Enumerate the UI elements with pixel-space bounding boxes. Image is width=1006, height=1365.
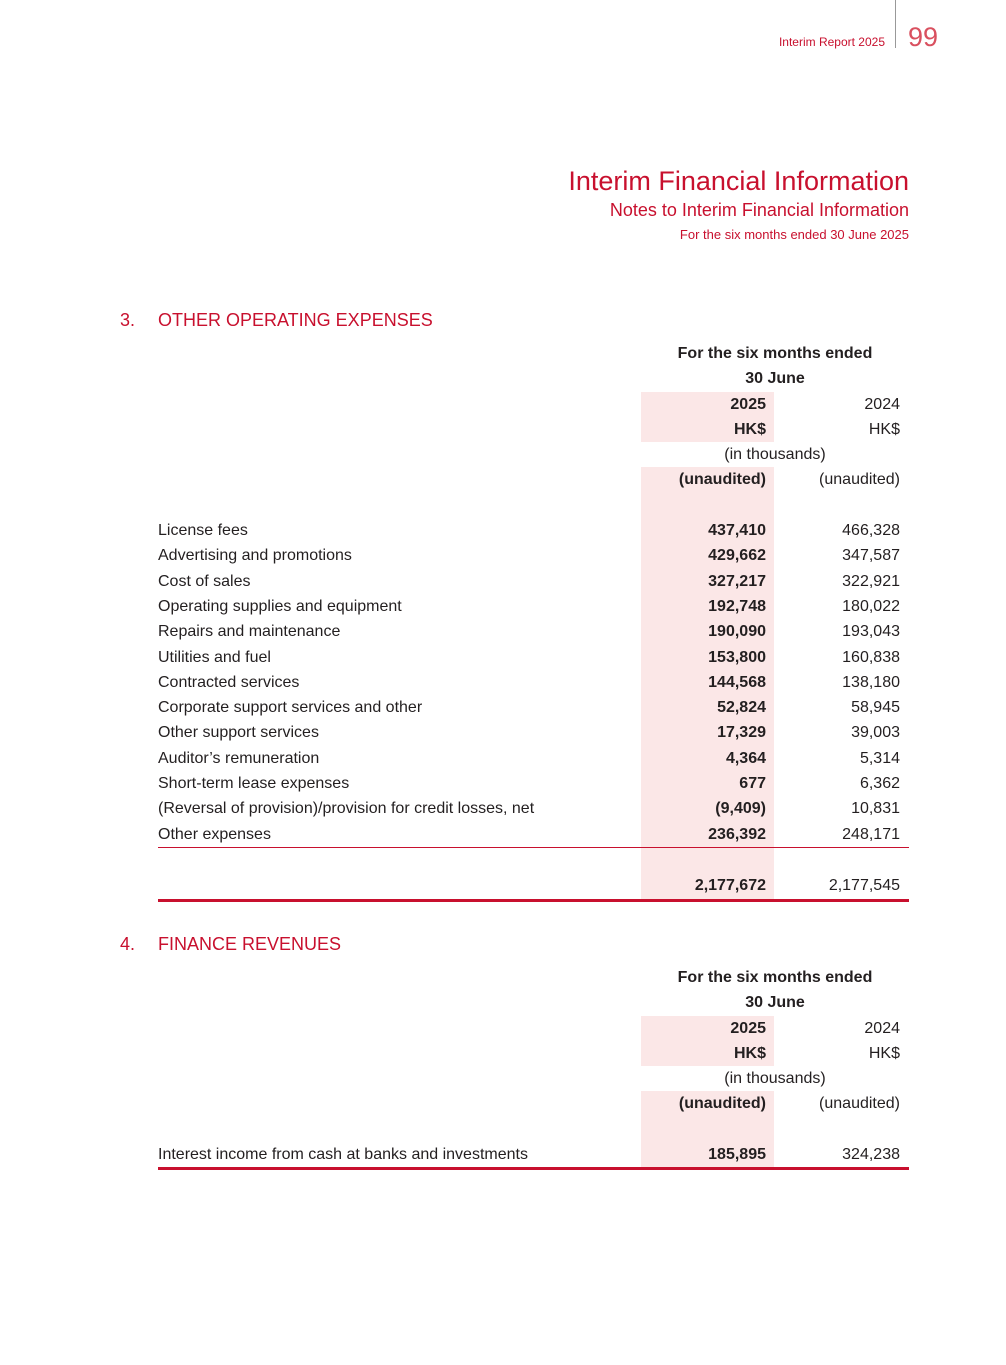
value-current: 192,748 xyxy=(641,594,774,619)
row-label: Utilities and fuel xyxy=(158,648,271,666)
year-prior: 2024 xyxy=(864,1019,900,1037)
value-current: 52,824 xyxy=(641,695,774,720)
header-row xyxy=(158,1091,909,1116)
period-header: For the six months ended xyxy=(677,969,873,986)
period-header: For the six months ended xyxy=(677,345,873,362)
currency-prior: HK$ xyxy=(868,1044,900,1062)
currency-prior: HK$ xyxy=(868,420,900,438)
total-row xyxy=(158,873,909,901)
value-current: 144,568 xyxy=(641,670,774,695)
section-title: OTHER OPERATING EXPENSES xyxy=(158,310,433,330)
value-current: 4,364 xyxy=(641,746,774,771)
value-prior: 10,831 xyxy=(851,800,900,818)
value-current: 185,895 xyxy=(641,1142,774,1167)
finance-revenues-table xyxy=(158,965,909,1170)
period-header: 30 June xyxy=(745,994,805,1012)
value-prior: 193,043 xyxy=(842,623,900,641)
value-prior: 58,945 xyxy=(851,699,900,717)
header-row xyxy=(158,366,909,391)
value-prior: 138,180 xyxy=(842,673,900,691)
units-note: (in thousands) xyxy=(724,1070,826,1088)
table-row xyxy=(158,670,909,695)
report-title: Interim Report 2025 xyxy=(778,35,885,49)
shade-cell xyxy=(641,848,774,873)
row-label: Corporate support services and other xyxy=(158,699,423,717)
value-prior: 39,003 xyxy=(851,724,900,742)
section-4-heading xyxy=(120,934,341,955)
total-prior: 2,177,545 xyxy=(828,877,900,895)
currency-current: HK$ xyxy=(641,1041,774,1066)
row-label: Repairs and maintenance xyxy=(158,623,341,641)
row-label: Contracted services xyxy=(158,673,300,691)
audit-current: (unaudited) xyxy=(641,1091,774,1116)
row-label: Operating supplies and equipment xyxy=(158,597,402,615)
header-row xyxy=(158,1016,909,1041)
row-label: License fees xyxy=(158,522,248,540)
value-prior: 160,838 xyxy=(842,648,900,666)
row-label: Auditor’s remuneration xyxy=(158,749,320,767)
header-row xyxy=(158,442,909,467)
header-row xyxy=(158,990,909,1015)
value-current: 17,329 xyxy=(641,720,774,745)
header-row xyxy=(158,392,909,417)
row-label: Short-term lease expenses xyxy=(158,775,350,793)
row-label: Other expenses xyxy=(158,825,271,843)
units-note: (in thousands) xyxy=(724,446,826,464)
table-row xyxy=(158,1142,909,1170)
total-current: 2,177,672 xyxy=(641,873,774,898)
header-row xyxy=(158,1066,909,1091)
table-row xyxy=(158,518,909,543)
expenses-table xyxy=(158,341,909,902)
value-prior: 248,171 xyxy=(842,825,900,843)
shade-cell xyxy=(641,493,774,518)
value-prior: 347,587 xyxy=(842,547,900,565)
header-row xyxy=(158,341,909,366)
value-current: 236,392 xyxy=(641,822,774,847)
header-row xyxy=(158,965,909,990)
period-caption: For the six months ended 30 June 2025 xyxy=(679,227,909,242)
year-current: 2025 xyxy=(641,1016,774,1041)
table-row xyxy=(158,746,909,771)
row-label: Advertising and promotions xyxy=(158,547,352,565)
audit-prior: (unaudited) xyxy=(819,471,900,489)
table-row xyxy=(158,796,909,821)
value-current: 190,090 xyxy=(641,619,774,644)
section-number: 3. xyxy=(120,310,136,330)
value-current: 153,800 xyxy=(641,645,774,670)
section-3-heading xyxy=(120,310,433,331)
table-row xyxy=(158,771,909,796)
page-title: Interim Financial Information xyxy=(568,166,909,196)
value-current: 437,410 xyxy=(641,518,774,543)
section-title: FINANCE REVENUES xyxy=(158,934,342,954)
value-prior: 324,238 xyxy=(842,1146,900,1164)
spacer-row xyxy=(158,493,909,518)
header-row xyxy=(158,1041,909,1066)
table-row xyxy=(158,569,909,594)
page-number: 99 xyxy=(908,22,939,52)
page-subtitle: Notes to Interim Financial Information xyxy=(609,200,909,220)
table-row xyxy=(158,543,909,568)
value-current: 677 xyxy=(641,771,774,796)
shade-cell xyxy=(641,1117,774,1142)
year-prior: 2024 xyxy=(864,395,900,413)
row-label: Interest income from cash at banks and investments xyxy=(158,1146,528,1164)
value-prior: 5,314 xyxy=(859,749,900,767)
currency-current: HK$ xyxy=(641,417,774,442)
table-row xyxy=(158,720,909,745)
table-row xyxy=(158,594,909,619)
row-label: Cost of sales xyxy=(158,572,251,590)
value-current: 327,217 xyxy=(641,569,774,594)
spacer-row xyxy=(158,848,909,873)
value-prior: 180,022 xyxy=(842,597,900,615)
audit-prior: (unaudited) xyxy=(819,1095,900,1113)
table-row xyxy=(158,695,909,720)
spacer-row xyxy=(158,1117,909,1142)
table-row xyxy=(158,619,909,644)
table-row xyxy=(158,645,909,670)
row-label: Other support services xyxy=(158,724,319,742)
audit-current: (unaudited) xyxy=(641,467,774,492)
value-current: 429,662 xyxy=(641,543,774,568)
year-current: 2025 xyxy=(641,392,774,417)
header-row xyxy=(158,467,909,492)
value-prior: 466,328 xyxy=(842,522,900,540)
header-divider xyxy=(895,0,896,48)
period-header: 30 June xyxy=(745,370,805,388)
header-row xyxy=(158,417,909,442)
section-number: 4. xyxy=(120,934,136,954)
value-current: (9,409) xyxy=(641,796,774,821)
value-prior: 322,921 xyxy=(842,572,900,590)
table-row xyxy=(158,822,909,848)
value-prior: 6,362 xyxy=(859,775,900,793)
row-label: (Reversal of provision)/provision for credit losses, net xyxy=(158,800,535,818)
